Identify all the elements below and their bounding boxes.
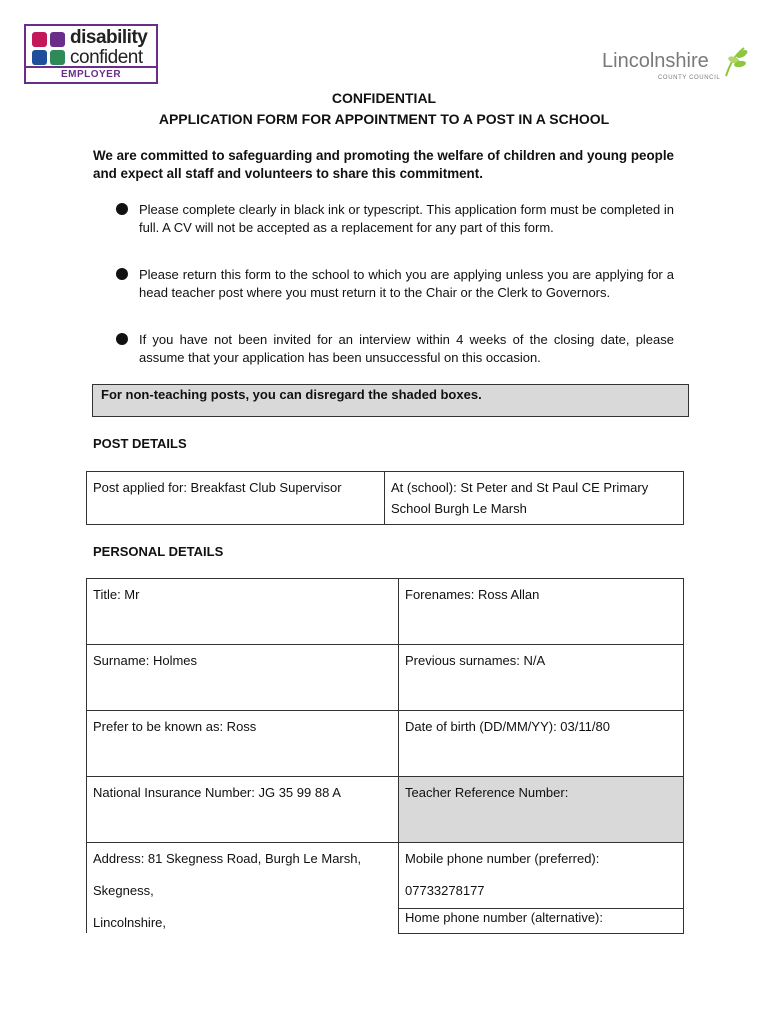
date-of-birth-field[interactable]: Date of birth (DD/MM/YY): 03/11/80 — [399, 711, 684, 777]
school-field[interactable]: At (school): St Peter and St Paul CE Primary School Burgh Le Marsh — [385, 472, 684, 525]
known-as-field[interactable]: Prefer to be known as: Ross — [87, 711, 399, 777]
instruction-item — [116, 201, 674, 255]
lock-icon — [32, 50, 47, 65]
check-icon — [50, 32, 65, 47]
ni-number-field[interactable]: National Insurance Number: JG 35 99 88 A — [87, 777, 399, 843]
shaded-boxes-note: For non-teaching posts, you can disregard the shaded boxes. — [92, 384, 689, 417]
mobile-phone-label: Mobile phone number (preferred): — [405, 851, 600, 866]
confidential-label: CONFIDENTIAL — [331, 90, 437, 106]
mobile-phone-field[interactable] — [399, 843, 683, 909]
surname-field[interactable]: Surname: Holmes — [87, 645, 399, 711]
bullet-icon — [116, 268, 128, 280]
address-line: Address: 81 Skegness Road, Burgh Le Marsh, — [93, 851, 362, 866]
instruction-item — [116, 331, 674, 367]
council-subtitle: COUNTY COUNCIL — [658, 75, 721, 81]
logo-text-confident: confident — [70, 47, 143, 68]
instruction-text: If you have not been invited for an interview within 4 weeks of the closing date, please assume that your application has been unsuccessful on this occasion. — [139, 332, 674, 365]
teacher-reference-field[interactable]: Teacher Reference Number: — [399, 777, 684, 843]
home-phone-label: Home phone number (alternative): — [405, 910, 603, 925]
previous-surnames-field[interactable]: Previous surnames: N/A — [399, 645, 684, 711]
person-icon — [50, 50, 65, 65]
forenames-field[interactable]: Forenames: Ross Allan — [399, 579, 684, 645]
address-field[interactable] — [87, 843, 399, 934]
logo-icon-grid — [32, 32, 66, 66]
instruction-text: Please return this form to the school to which you are applying unless you are applying for a head teacher post where you must return it to the Chair or the Clerk to Governors. — [139, 267, 674, 300]
post-applied-field[interactable]: Post applied for: Breakfast Club Supervisor — [87, 472, 385, 525]
council-name: Lincolnshire — [602, 50, 709, 72]
bullet-icon — [116, 203, 128, 215]
logo-text-disability: disability — [70, 27, 148, 48]
instruction-text: Please complete clearly in black ink or typescript. This application form must be completed in full. A CV will not be accepted as a replacement for any part of this form. — [139, 202, 674, 235]
home-phone-field[interactable] — [399, 909, 683, 926]
people-icon — [32, 32, 47, 47]
mobile-phone-value: 07733278177 — [405, 883, 485, 898]
personal-details-table — [86, 578, 684, 934]
safeguarding-statement: We are committed to safeguarding and promoting the welfare of children and young people and expect all staff and volunteers to share this commitment. — [93, 148, 674, 181]
personal-details-heading: PERSONAL DETAILS — [93, 544, 224, 559]
address-line: Skegness, — [93, 883, 154, 898]
bullet-icon — [116, 333, 128, 345]
lincolnshire-logo — [600, 50, 750, 86]
post-details-heading: POST DETAILS — [93, 436, 187, 451]
logo-text-employer: EMPLOYER — [26, 66, 156, 83]
post-details-table — [86, 471, 684, 525]
form-title: APPLICATION FORM FOR APPOINTMENT TO A POST IN A SCHOOL — [158, 111, 610, 127]
instruction-item — [116, 266, 674, 320]
title-field[interactable]: Title: Mr — [87, 579, 399, 645]
address-line: Lincolnshire, — [93, 915, 166, 930]
phone-cell — [399, 843, 684, 934]
disability-confident-logo — [24, 24, 158, 84]
leaf-icon — [722, 46, 750, 78]
